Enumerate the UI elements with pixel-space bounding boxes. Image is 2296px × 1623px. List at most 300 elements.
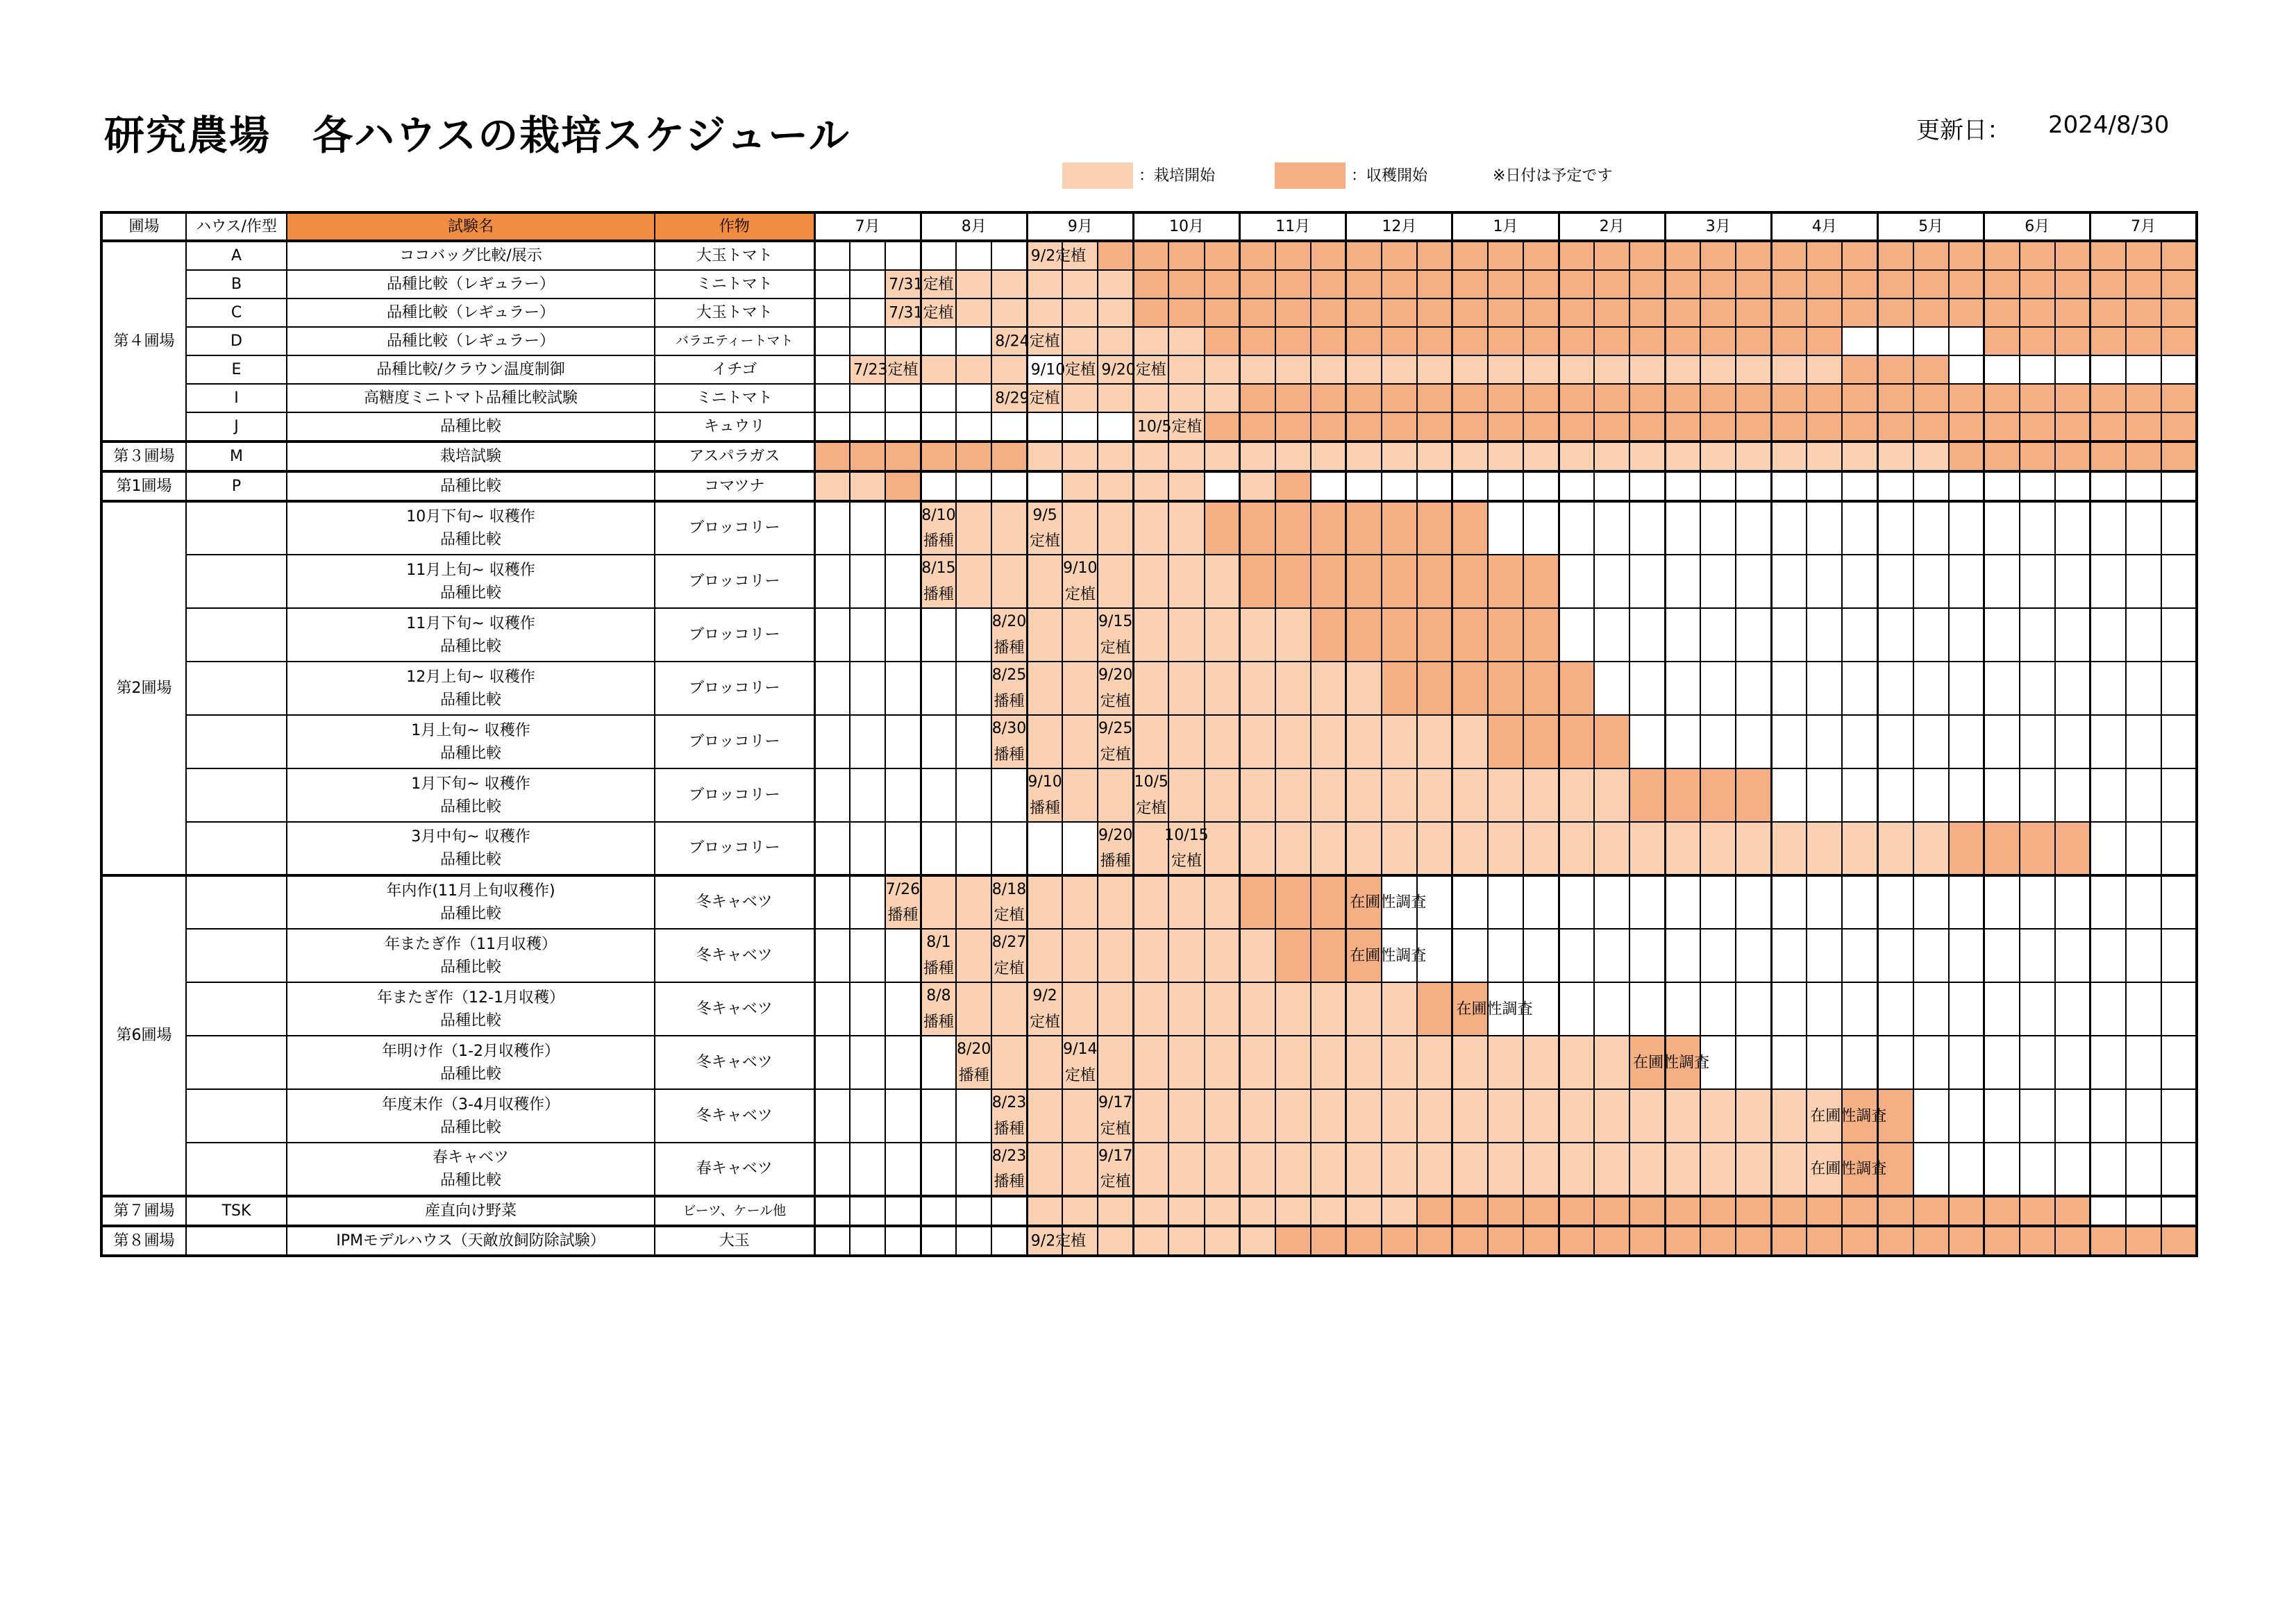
note-action: 播種 <box>923 1013 954 1031</box>
trial-name-line: 年またぎ作（12-1月収穫） <box>377 989 564 1007</box>
schedule-cell <box>2126 662 2161 715</box>
schedule-cell <box>1700 501 1736 555</box>
trial-name-line: 年度末作（3-4月収穫作） <box>382 1095 560 1113</box>
schedule-cell <box>2090 608 2126 662</box>
schedule-cell <box>1807 1036 1842 1089</box>
schedule-cell <box>2055 768 2090 822</box>
schedule-cell <box>1984 982 2020 1036</box>
schedule-cell <box>2161 1226 2197 1256</box>
house-cell: C <box>186 298 287 327</box>
schedule-cell <box>1311 327 1346 355</box>
schedule-cell <box>1594 1143 1629 1196</box>
schedule-cell <box>921 327 956 355</box>
schedule-cell <box>1700 1226 1736 1256</box>
schedule-cell <box>1949 1036 1984 1089</box>
note-date: 8/15 <box>921 560 956 578</box>
schedule-cell <box>2020 471 2055 501</box>
schedule-cell <box>1523 355 1559 384</box>
schedule-cell <box>1842 715 1877 768</box>
schedule-cell <box>1488 298 1523 327</box>
schedule-cell <box>1700 241 1736 270</box>
schedule-cell <box>2090 1196 2126 1226</box>
schedule-cell <box>1346 662 1382 715</box>
schedule-cell <box>1452 1036 1488 1089</box>
schedule-cell <box>1452 822 1488 875</box>
schedule-cell <box>956 355 991 384</box>
schedule-cell <box>1984 327 2020 355</box>
schedule-cell <box>1771 241 1807 270</box>
schedule-note: 在圃性調査 <box>1350 946 1427 964</box>
schedule-cell <box>1665 768 1700 822</box>
schedule-cell <box>1275 298 1311 327</box>
schedule-cell <box>921 982 956 1036</box>
schedule-cell <box>1488 929 1523 982</box>
schedule-cell <box>1382 501 1417 555</box>
schedule-cell <box>956 471 991 501</box>
schedule-cell <box>1205 715 1240 768</box>
schedule-cell <box>1275 662 1311 715</box>
table-row <box>101 608 2197 662</box>
schedule-cell <box>1913 1143 1949 1196</box>
schedule-cell <box>1913 875 1949 929</box>
schedule-cell <box>2090 662 2126 715</box>
schedule-cell <box>1523 929 1559 982</box>
schedule-cell <box>956 1226 991 1256</box>
schedule-cell <box>1311 1143 1346 1196</box>
schedule-cell <box>1949 442 1984 471</box>
schedule-cell <box>1098 241 1133 270</box>
schedule-cell <box>1665 384 1700 412</box>
schedule-cell <box>2055 982 2090 1036</box>
schedule-cell <box>1275 715 1311 768</box>
schedule-cell <box>1700 1089 1736 1143</box>
schedule-cell <box>991 1143 1027 1196</box>
schedule-cell <box>2090 298 2126 327</box>
schedule-cell <box>1736 1143 1771 1196</box>
schedule-cell <box>2055 555 2090 608</box>
schedule-cell <box>1949 929 1984 982</box>
table-row <box>101 662 2197 715</box>
schedule-cell <box>1275 929 1311 982</box>
note-action: 定植 <box>1030 532 1061 550</box>
schedule-cell <box>1240 1143 1275 1196</box>
schedule-cell <box>1168 270 1204 298</box>
schedule-cell <box>1878 270 1913 298</box>
schedule-cell <box>1417 270 1452 298</box>
schedule-cell <box>2161 1089 2197 1143</box>
note-date: 9/5 <box>1032 506 1057 524</box>
schedule-cell <box>1559 327 1594 355</box>
schedule-cell <box>1205 555 1240 608</box>
schedule-cell <box>814 768 850 822</box>
schedule-cell <box>2090 715 2126 768</box>
schedule-cell <box>1240 982 1275 1036</box>
schedule-note: 8/29定植 <box>995 389 1060 407</box>
schedule-cell <box>921 1143 956 1196</box>
schedule-cell <box>1771 608 1807 662</box>
table-row <box>101 501 2197 555</box>
schedule-cell <box>1807 471 1842 501</box>
schedule-cell <box>1771 471 1807 501</box>
schedule-cell <box>2126 715 2161 768</box>
trial-name-cell <box>287 384 655 412</box>
schedule-cell <box>1523 822 1559 875</box>
schedule-cell <box>1346 822 1382 875</box>
schedule-cell <box>1417 715 1452 768</box>
schedule-cell <box>2126 1196 2161 1226</box>
schedule-cell <box>1559 715 1594 768</box>
schedule-cell <box>1168 929 1204 982</box>
schedule-cell <box>2126 471 2161 501</box>
schedule-cell <box>1842 355 1877 384</box>
month-header: 12月 <box>1346 212 1452 241</box>
house-cell <box>186 608 287 662</box>
schedule-note: 9/20定植 <box>1101 360 1166 378</box>
schedule-cell <box>1594 241 1629 270</box>
schedule-cell <box>2020 715 2055 768</box>
schedule-cell <box>1523 270 1559 298</box>
schedule-cell <box>2126 1226 2161 1256</box>
schedule-cell <box>1205 982 1240 1036</box>
house-cell: A <box>186 241 287 270</box>
schedule-cell <box>1984 501 2020 555</box>
schedule-cell <box>921 384 956 412</box>
schedule-cell <box>2090 555 2126 608</box>
schedule-cell <box>2090 412 2126 442</box>
schedule-cell <box>1346 442 1382 471</box>
schedule-cell <box>1913 1226 1949 1256</box>
schedule-cell <box>1062 412 1098 442</box>
schedule-cell <box>1488 412 1523 442</box>
schedule-cell <box>850 555 885 608</box>
schedule-cell <box>2055 662 2090 715</box>
field-cell: 第７圃場 <box>101 1196 186 1226</box>
schedule-cell <box>1346 715 1382 768</box>
schedule-note: 在圃性調査 <box>1350 893 1427 911</box>
schedule-cell <box>1878 982 1913 1036</box>
house-cell <box>186 662 287 715</box>
schedule-cell <box>2126 1143 2161 1196</box>
schedule-cell <box>1417 822 1452 875</box>
schedule-cell <box>885 1143 921 1196</box>
schedule-note <box>901 503 977 554</box>
schedule-cell <box>1594 662 1629 715</box>
schedule-cell <box>1665 471 1700 501</box>
schedule-cell <box>1629 471 1665 501</box>
schedule-cell <box>1488 355 1523 384</box>
schedule-cell <box>1594 384 1629 412</box>
schedule-cell <box>1062 1036 1098 1089</box>
schedule-cell <box>1736 662 1771 715</box>
trial-name-cell <box>287 327 655 355</box>
schedule-cell <box>1878 1226 1913 1256</box>
schedule-cell <box>1736 555 1771 608</box>
schedule-cell <box>1488 384 1523 412</box>
schedule-cell <box>1807 822 1842 875</box>
schedule-cell <box>814 822 850 875</box>
schedule-cell <box>1168 1089 1204 1143</box>
schedule-cell <box>2161 768 2197 822</box>
schedule-cell <box>814 1143 850 1196</box>
schedule-cell <box>991 384 1060 412</box>
schedule-cell <box>1559 384 1594 412</box>
schedule-cell <box>1842 471 1877 501</box>
legend-cultivation-swatch <box>1062 162 1133 189</box>
schedule-cell <box>956 412 991 442</box>
schedule-cell <box>1062 327 1098 355</box>
schedule-cell <box>1311 715 1346 768</box>
schedule-cell <box>1771 1196 1807 1226</box>
schedule-cell <box>1382 768 1417 822</box>
schedule-cell <box>1594 929 1629 982</box>
schedule-cell <box>1382 327 1417 355</box>
schedule-cell <box>991 662 1027 715</box>
schedule-cell <box>1949 1143 1984 1196</box>
schedule-cell <box>814 501 850 555</box>
schedule-cell <box>2126 298 2161 327</box>
schedule-cell <box>1559 241 1594 270</box>
schedule-cell <box>2020 822 2055 875</box>
schedule-cell <box>991 298 1027 327</box>
schedule-cell <box>1878 471 1913 501</box>
schedule-cell <box>1700 471 1736 501</box>
schedule-cell <box>1842 608 1877 662</box>
trial-name-line: 品種比較 <box>439 637 501 655</box>
schedule-note: 9/2定植 <box>1030 1231 1087 1250</box>
schedule-cell <box>1062 442 1098 471</box>
trial-name-line: 3月中旬~ 収穫作 <box>411 828 530 846</box>
schedule-cell <box>2161 555 2197 608</box>
schedule-cell <box>1559 768 1594 822</box>
schedule-cell <box>1275 501 1311 555</box>
schedule-cell <box>885 442 921 471</box>
schedule-cell <box>2126 768 2161 822</box>
schedule-cell <box>850 1089 885 1143</box>
schedule-cell <box>2020 241 2055 270</box>
schedule-cell <box>1949 822 1984 875</box>
house-cell <box>186 1036 287 1089</box>
trial-name-cell <box>287 929 655 982</box>
schedule-cell <box>2055 384 2090 412</box>
note-action: 播種 <box>923 959 954 977</box>
schedule-cell <box>1629 442 1665 471</box>
schedule-cell <box>1700 1143 1736 1196</box>
schedule-cell <box>1488 327 1523 355</box>
table-row <box>101 929 2197 982</box>
schedule-cell <box>2020 662 2055 715</box>
house-cell <box>186 715 287 768</box>
schedule-cell <box>1594 270 1629 298</box>
header-trial: 試験名 <box>287 212 655 241</box>
schedule-cell <box>814 355 850 384</box>
schedule-cell <box>1594 501 1629 555</box>
note-action: 定植 <box>1064 585 1096 603</box>
schedule-cell <box>1665 875 1700 929</box>
schedule-cell <box>1984 241 2020 270</box>
crop-cell: ビーツ、ケール他 <box>655 1196 814 1226</box>
schedule-cell <box>814 1089 850 1143</box>
updated-label: 更新日： <box>1916 117 2011 144</box>
note-action: 定植 <box>1030 1013 1061 1031</box>
house-cell: B <box>186 270 287 298</box>
schedule-cell <box>2126 982 2161 1036</box>
schedule-cell <box>1205 412 1240 442</box>
schedule-cell <box>1168 608 1204 662</box>
schedule-note <box>1007 769 1083 821</box>
field-cell: 第6圃場 <box>101 875 186 1196</box>
schedule-cell <box>1488 715 1523 768</box>
note-action: 定植 <box>1100 692 1131 710</box>
schedule-cell <box>1240 662 1275 715</box>
schedule-cell <box>1665 355 1700 384</box>
trial-name-line: 品種比較 <box>439 1065 501 1083</box>
schedule-cell <box>1665 327 1700 355</box>
schedule-cell <box>1027 501 1062 555</box>
schedule-cell <box>1913 355 1949 384</box>
schedule-cell <box>1771 384 1807 412</box>
schedule-cell <box>1346 608 1382 662</box>
schedule-cell <box>1700 1196 1736 1226</box>
schedule-cell <box>1311 501 1346 555</box>
schedule-cell <box>2126 412 2161 442</box>
trial-name-line: 1月下旬~ 収穫作 <box>411 775 530 793</box>
trial-name-line: 10月下旬~ 収穫作 <box>406 508 535 525</box>
schedule-cell <box>1382 412 1417 442</box>
table-row <box>101 298 2197 327</box>
schedule-cell <box>1488 471 1523 501</box>
schedule-cell <box>2020 555 2055 608</box>
note-date: 8/8 <box>926 987 951 1005</box>
schedule-cell <box>1594 1036 1629 1089</box>
schedule-cell <box>1913 1089 1949 1143</box>
trial-name-line: 品種比較 <box>439 531 501 548</box>
schedule-cell <box>991 270 1027 298</box>
schedule-cell <box>1417 608 1452 662</box>
schedule-cell <box>1700 412 1736 442</box>
schedule-note <box>971 662 1047 714</box>
schedule-cell <box>1346 501 1382 555</box>
schedule-cell <box>1842 1196 1877 1226</box>
schedule-cell <box>1311 1226 1346 1256</box>
schedule-cell <box>1417 501 1452 555</box>
schedule-cell <box>1878 298 1913 327</box>
schedule-cell <box>1098 384 1133 412</box>
schedule-cell <box>814 555 850 608</box>
schedule-cell <box>2020 1226 2055 1256</box>
schedule-cell <box>850 1036 885 1089</box>
schedule-cell <box>2161 608 2197 662</box>
schedule-cell <box>1700 875 1736 929</box>
schedule-cell <box>1382 715 1417 768</box>
house-cell: P <box>186 471 287 501</box>
note-action: 定植 <box>1100 639 1131 657</box>
schedule-cell <box>1559 875 1594 929</box>
note-action: 定植 <box>1100 1172 1131 1191</box>
schedule-cell <box>1842 555 1877 608</box>
crop-cell: ブロッコリー <box>655 555 814 608</box>
schedule-note <box>1007 983 1083 1035</box>
schedule-cell <box>1629 1226 1665 1256</box>
crop-cell: バラエティートマト <box>655 327 814 355</box>
schedule-cell <box>1771 1226 1807 1256</box>
schedule-cell <box>1240 501 1275 555</box>
note-date: 9/15 <box>1098 613 1133 631</box>
schedule-cell <box>1665 715 1700 768</box>
schedule-cell <box>1240 298 1275 327</box>
schedule-cell <box>1205 875 1240 929</box>
schedule-cell <box>921 1089 956 1143</box>
house-cell <box>186 768 287 822</box>
schedule-cell <box>1842 768 1877 822</box>
schedule-cell <box>1098 715 1133 768</box>
schedule-cell <box>1949 982 1984 1036</box>
schedule-cell <box>1133 327 1168 355</box>
schedule-cell <box>1523 1143 1559 1196</box>
schedule-cell <box>1878 715 1913 768</box>
schedule-cell <box>1594 715 1629 768</box>
schedule-cell <box>2090 442 2126 471</box>
schedule-cell <box>1098 270 1133 298</box>
trial-name-line: 高糖度ミニトマト品種比較試験 <box>363 389 578 407</box>
schedule-cell <box>1594 412 1629 442</box>
month-header: 2月 <box>1559 212 1665 241</box>
schedule-cell <box>1629 501 1665 555</box>
schedule-cell <box>1771 1036 1807 1089</box>
schedule-cell <box>991 471 1027 501</box>
schedule-cell <box>1275 412 1311 442</box>
schedule-cell <box>1559 298 1594 327</box>
trial-name-line: 品種比較 <box>439 958 501 976</box>
schedule-cell <box>2161 1143 2197 1196</box>
schedule-cell <box>2161 822 2197 875</box>
schedule-cell <box>1807 412 1842 442</box>
schedule-cell <box>1417 982 1452 1036</box>
trial-name-line: 品種比較 <box>439 1172 501 1189</box>
schedule-cell <box>1559 471 1594 501</box>
note-date: 10/15 <box>1164 826 1209 844</box>
trial-name-line: 栽培試験 <box>439 448 501 465</box>
trial-name-line: 品種比較 <box>439 584 501 602</box>
schedule-cell <box>1807 768 1842 822</box>
schedule-cell <box>850 501 885 555</box>
schedule-cell <box>1523 1226 1559 1256</box>
schedule-cell <box>1275 608 1311 662</box>
header-row <box>101 212 2197 241</box>
schedule-cell <box>1346 1036 1382 1089</box>
schedule-cell <box>1062 298 1098 327</box>
schedule-cell <box>956 270 991 298</box>
schedule-cell <box>2090 1036 2126 1089</box>
note-action: 播種 <box>887 906 919 924</box>
trial-name-line: 品種比較 <box>439 418 501 435</box>
schedule-cell <box>814 241 850 270</box>
schedule-cell <box>1878 442 1913 471</box>
schedule-cell <box>1133 384 1168 412</box>
schedule-note: 在圃性調査 <box>1456 1000 1533 1018</box>
house-cell: E <box>186 355 287 384</box>
schedule-cell <box>814 982 850 1036</box>
schedule-cell <box>1807 270 1842 298</box>
schedule-cell <box>1027 822 1062 875</box>
schedule-cell <box>850 1143 885 1196</box>
schedule-cell <box>1559 442 1594 471</box>
note-action: 播種 <box>994 746 1025 764</box>
schedule-note <box>1078 1090 1153 1142</box>
schedule-cell <box>2161 1036 2197 1089</box>
schedule-cell <box>1594 555 1629 608</box>
schedule-cell <box>1949 875 1984 929</box>
schedule-cell <box>1168 298 1204 327</box>
